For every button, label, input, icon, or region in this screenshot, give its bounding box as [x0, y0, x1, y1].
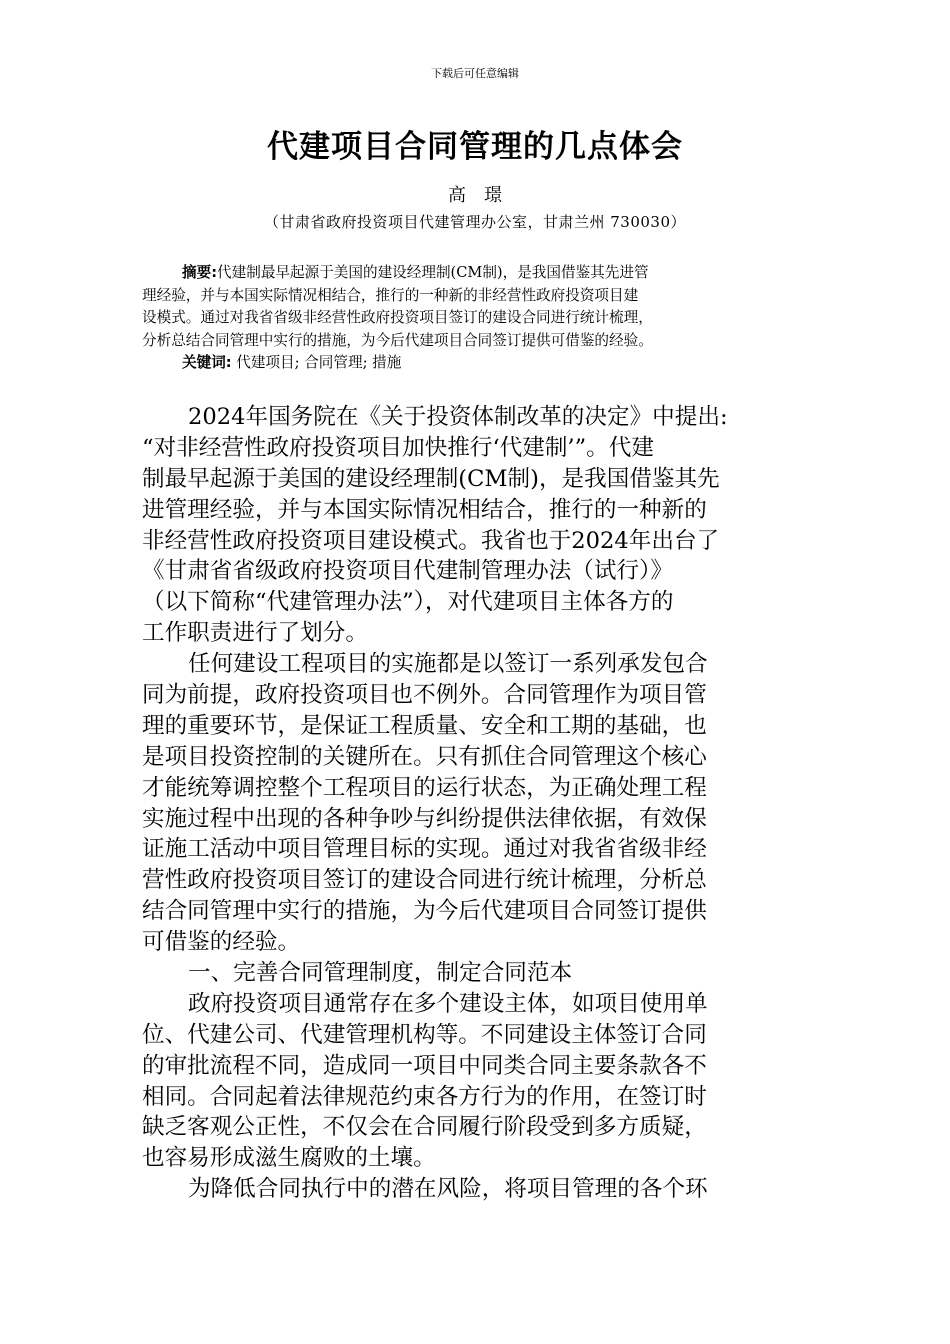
abstract-line: 分析总结合同管理中实行的措施，为今后代建项目合同签订提供可借鉴的经验。	[142, 331, 653, 349]
author-name: 高璟	[448, 185, 520, 206]
body-line: 营性政府投资项目签订的建设合同进行统计梳理，分析总	[142, 867, 707, 894]
body-line: “对非经营性政府投资项目加快推行‘代建制’”。代建	[142, 434, 654, 461]
body-line: 任何建设工程项目的实施都是以签订一系列承发包合	[188, 651, 708, 678]
body-line: 同为前提，政府投资项目也不例外。合同管理作为项目管	[142, 682, 707, 709]
body-line: 的审批流程不同，造成同一项目中同类合同主要条款各不	[142, 1052, 707, 1079]
body-line: 一、完善合同管理制度，制定合同范本	[188, 960, 573, 987]
body-line: 《甘肃省省级政府投资项目代建制管理办法（试行）》	[142, 558, 673, 585]
abstract-line: 代建制最早起源于美国的建设经理制(CM制)，是我国借鉴其先进管	[217, 264, 649, 281]
abstract-line: 理经验，并与本国实际情况相结合，推行的一种新的非经营性政府投资项目建	[142, 286, 639, 304]
abstract-line: 设模式。通过对我省省级非经营性政府投资项目签订的建设合同进行统计梳理，	[142, 309, 653, 327]
body-line: 非经营性政府投资项目建设模式。我省也于2024年出台了	[142, 527, 720, 554]
body-line: 进管理经验，并与本国实际情况相结合，推行的一种新的	[142, 496, 707, 523]
abstract-block	[142, 262, 822, 375]
body-line: 证施工活动中项目管理目标的实现。通过对我省省级非经	[142, 836, 707, 863]
body-line: （以下简称“代建管理办法”），对代建项目主体各方的	[142, 589, 674, 616]
body-line: 制最早起源于美国的建设经理制(CM制)，是我国借鉴其先	[142, 465, 720, 492]
body-line: 工作职责进行了划分。	[142, 620, 368, 647]
page-title: 代建项目合同管理的几点体会	[267, 129, 683, 165]
body-line: 政府投资项目通常存在多个建设主体，如项目使用单	[188, 990, 708, 1017]
abstract-first-line	[142, 262, 822, 285]
body-line: 相同。合同起着法律规范约束各方行为的作用，在签订时	[142, 1083, 707, 1110]
body-line: 才能统筹调控整个工程项目的运行状态，为正确处理工程	[142, 774, 707, 801]
body-line: 实施过程中出现的各种争吵与纠纷提供法律依据，有效保	[142, 805, 707, 832]
body-line: 理的重要环节，是保证工程质量、安全和工期的基础，也	[142, 712, 707, 739]
keywords-line	[142, 352, 822, 375]
keywords-text: 代建项目; 合同管理; 措施	[236, 354, 402, 372]
body-text	[142, 402, 810, 1205]
body-line: 也容易形成滋生腐败的土壤。	[142, 1145, 436, 1172]
body-line: 缺乏客观公正性，不仅会在合同履行阶段受到多方质疑，	[142, 1114, 707, 1141]
body-line: 为降低合同执行中的潜在风险，将项目管理的各个环	[188, 1176, 708, 1203]
body-line: 可借鉴的经验。	[142, 929, 301, 956]
body-line: 是项目投资控制的关键所在。只有抓住合同管理这个核心	[142, 743, 707, 770]
author-affiliation: （甘肃省政府投资项目代建管理办公室，甘肃兰州 730030）	[263, 213, 687, 231]
abstract-label: 摘要:	[182, 264, 218, 281]
body-line: 2024年国务院在《关于投资体制改革的决定》中提出:	[188, 404, 728, 430]
keywords-label: 关键词:	[182, 354, 232, 372]
body-line: 位、代建公司、代建管理机构等。不同建设主体签订合同	[142, 1021, 707, 1048]
body-line: 结合同管理中实行的措施，为今后代建项目合同签订提供	[142, 898, 707, 925]
header-note: 下载后可任意编辑	[431, 67, 519, 80]
